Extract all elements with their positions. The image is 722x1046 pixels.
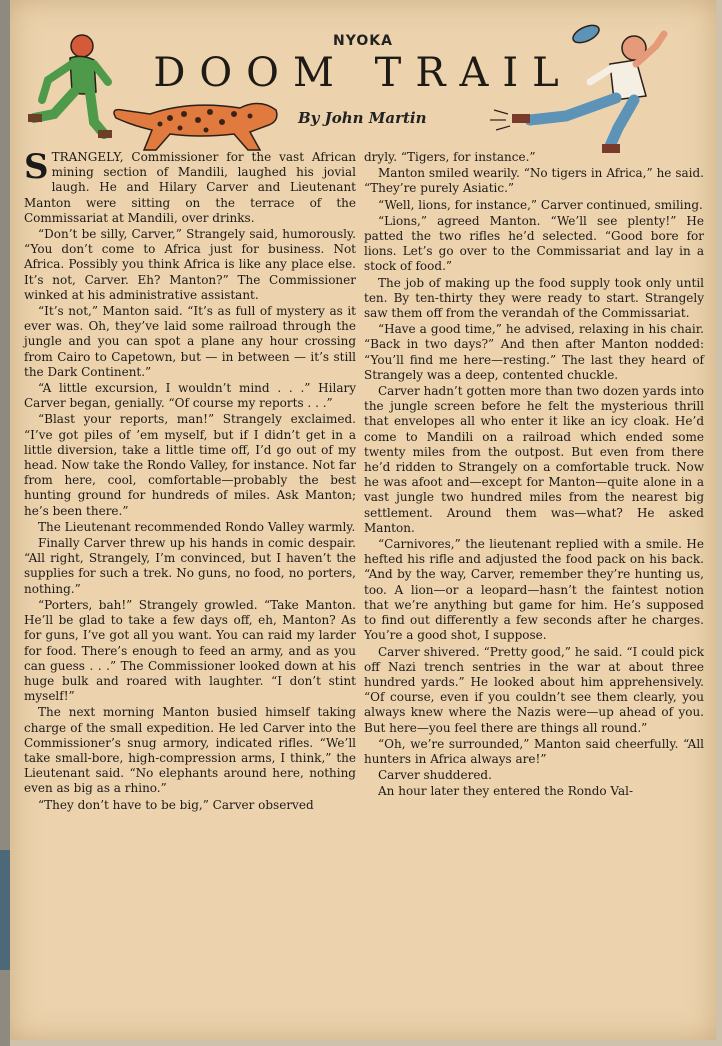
drop-cap: S: [24, 147, 49, 187]
paragraph: “Blast your reports, man!” Strangely exclaimed. “I’ve got piles of ’em myself, but if I didn’t get in a little diversion, take a little time off, I’d go out of my head. Now take the Rondo Valley, for instance. Not far from here, cool, comfortable—probably the best hunting ground for hundreds of miles. Ask Manton; he’s been there.”: [24, 412, 356, 518]
paragraph: “Lions,” agreed Manton. “We’ll see plenty!” He patted the two rifles he’d selected. “Good bore for lions. Let’s go over to the Commissariat and lay in a stock of food.”: [364, 213, 704, 274]
paragraph: “Have a good time,” he advised, relaxing in his chair. “Back in two days?” And then after Manton nodded: “You’ll find me here—resting.” The last they heard of Strangely was a deep, contented chuckle.: [364, 322, 704, 382]
paragraph: Finally Carver threw up his hands in comic despair. “All right, Strangely, I’m convinced, but I haven’t the supplies for such a trek. No guns, no food, no porters, nothing.”: [24, 536, 356, 596]
paragraph: dryly. “Tigers, for instance.”: [364, 150, 536, 164]
paragraph: “Porters, bah!” Strangely growled. “Take Manton. He’ll be glad to take a few days off, eh, Manton? As for guns, I’ve got all you want. You can raid my larder for food. There’s enough to feed an army, and as you can guess . . .” The Commissioner looked down at his huge bulk and roared with laughter. “I don’t stint myself!”: [24, 597, 356, 704]
paragraph: Carver hadn’t gotten more than two dozen yards into the jungle screen before he felt the mysterious thrill that envelopes all who enter it like an icy cloak. He’d come to Mandili on a railroad which ended some twenty miles from the outpost. But even from there he’d ridden to Strangely on a comfortable truck. Now he was afoot and—except for Manton—quite alone in a vast jungle two hundred miles from the nearest big settlement. Around them was—what? He asked Manton.: [364, 384, 704, 535]
paragraph: “Don’t be silly, Carver,” Strangely said, humorously. “You don’t come to Africa just for business. Not Africa. Possibly you think Africa is like any place else. It’s not, Carver. Eh? Manton?” The Commissioner winked at his administrative assistant.: [24, 227, 356, 302]
paragraph: “A little excursion, I wouldn’t mind . . .” Hilary Carver began, genially. “Of course my reports . . .”: [24, 381, 356, 411]
paragraph: The next morning Manton busied himself taking charge of the small expedition. He led Carver into the Commissioner’s snug armory, indicated rifles. “We’ll take small-bore, high-compression arms, I think,” the Lieutenant said. “No elephants around here, nothing even as big as a rhino.”: [24, 705, 356, 796]
story-page: [10, 0, 716, 1040]
paragraph: “Well, lions, for instance,” Carver continued, smiling.: [378, 197, 703, 212]
left-column: [24, 147, 356, 814]
paragraph: STRANGELY, Commissioner for the vast African mining section of Mandili, laughed his jovial laugh. He and Hilary Carver and Lieutenant Manton were sitting on the terrace of the Commissariat at Mandili, over drinks.: [24, 147, 356, 225]
author-byline: By John Martin: [298, 109, 427, 127]
leopard-illustration: [110, 92, 282, 154]
paragraph: “They don’t have to be big,” Carver observed: [38, 797, 314, 812]
paragraph: Manton smiled wearily. “No tigers in Africa,” he said. “They’re purely Asiatic.”: [364, 166, 704, 196]
series-kicker: NYOKA: [333, 33, 393, 49]
paragraph: “Carnivores,” the lieutenant replied with a smile. He hefted his rifle and adjusted the food pack on his back. “And by the way, Carver, remember they’re hunting us, too. A lion—or a leopard—hasn’t the faintest notion that we’re anything but game for him. He’s supposed to find out differently a few seconds after he charges. You’re a good shot, I suppose.: [364, 537, 704, 643]
paragraph: “Oh, we’re surrounded,” Manton said cheerfully. “All hunters in Africa always are!”: [364, 736, 704, 766]
paragraph: Carver shuddered.: [378, 768, 492, 783]
story-title: DOOM TRAIL: [153, 50, 573, 96]
paragraph: Carver shivered. “Pretty good,” he said. “I could pick off Nazi trench sentries in the war at about three hundred yards.” He looked about him apprehensively. “Of course, even if you couldn’t see them clearly, you always knew where the Nazis were—up ahead of you. But here—you feel there are things all round.”: [364, 644, 704, 735]
paragraph: An hour later they entered the Rondo Val-: [378, 784, 634, 799]
right-column: [364, 150, 704, 801]
paragraph: “It’s not,” Manton said. “It’s as full of mystery as it ever was. Oh, they’ve laid some railroad through the jungle and you can spot a plane any hour crossing from Cairo to Capetown, but — in between — it’s still the Dark Continent.”: [24, 304, 356, 379]
paragraph: The Lieutenant recommended Rondo Valley warmly.: [38, 519, 356, 534]
binding-spine: [0, 0, 10, 1046]
paragraph: The job of making up the food supply took only until ten. By ten-thirty they were ready to start. Strangely saw them off from the verandah of the Commissariat.: [364, 275, 704, 321]
